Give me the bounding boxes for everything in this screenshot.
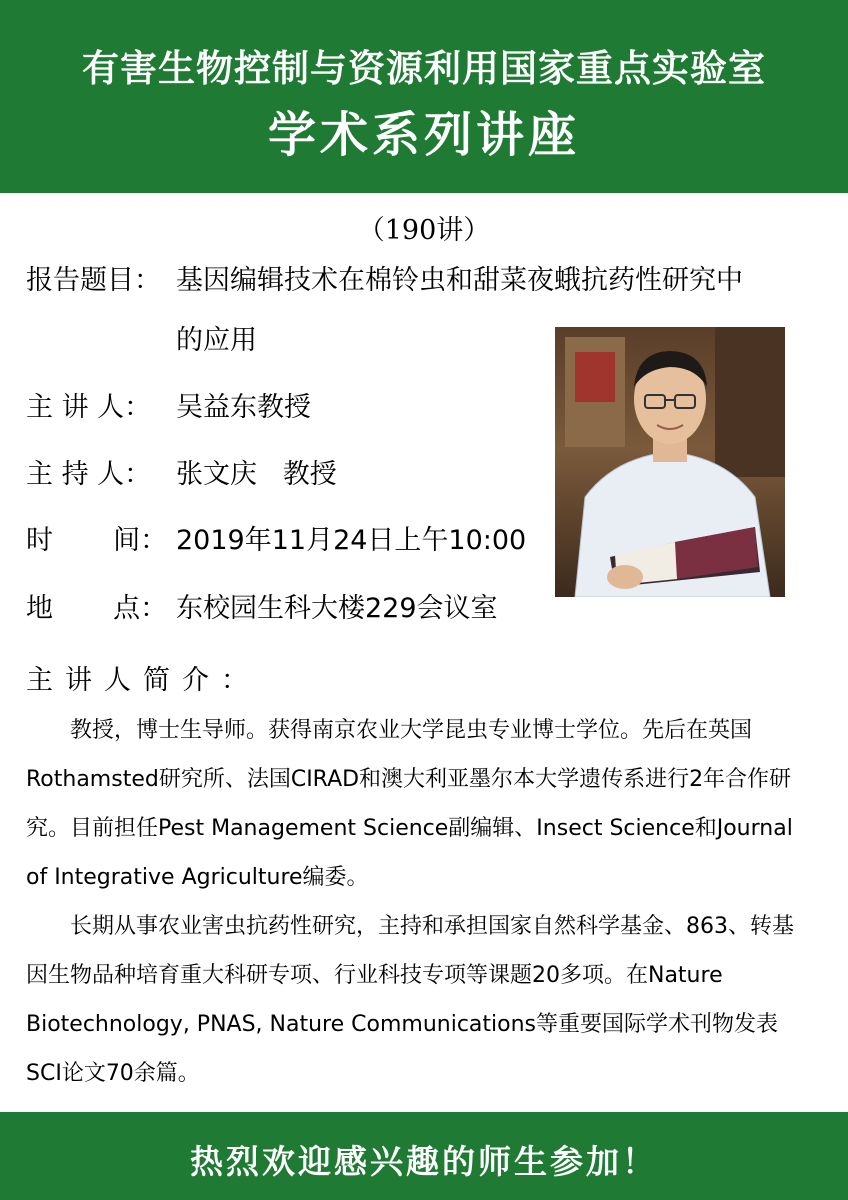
title-value-continued: 的应用 [176, 325, 257, 356]
location-label: 地 点： [26, 593, 168, 624]
speaker-value: 吴益东教授 [176, 392, 311, 423]
host-value: 张文庆 教授 [176, 459, 337, 490]
time-label: 时 间： [26, 525, 168, 556]
title-row [26, 258, 743, 297]
title-label: 报告题目： [26, 265, 161, 296]
host-row [26, 452, 337, 491]
header-banner [0, 0, 848, 193]
bio-paragraph-2: 长期从事农业害虫抗药性研究，主持和承担国家自然科学基金、863、转基因生物品种培育重大科研专项、行业科技专项等课题20多项。在Nature Biotechnology, PNAS, Nature Communications等重要国际学术刊物发表SCI论文70余篇。 [26, 914, 794, 1086]
title-value: 基因编辑技术在棉铃虫和甜菜夜蛾抗药性研究中 [176, 265, 743, 296]
lecture-number: （190讲） [357, 215, 491, 246]
location-value: 东校园生科大楼229会议室 [176, 593, 498, 624]
footer-banner [0, 1112, 848, 1200]
time-value: 2019年11月24日上午10:00 [176, 525, 527, 556]
location-row [26, 586, 498, 625]
time-row [26, 518, 526, 557]
speaker-photo [555, 327, 785, 597]
speaker-label: 主 讲 人： [26, 392, 152, 423]
bio-paragraph-1: 教授，博士生导师。获得南京农业大学昆虫专业博士学位。先后在英国Rothamsted研究所、法国CIRAD和澳大利亚墨尔本大学遗传系进行2年合作研究。目前担任Pest Management Science副编辑、Insect Science和Journal of Integrative Agriculture编委。 [26, 718, 793, 890]
bio-heading: 主讲人简介： [26, 665, 260, 696]
lab-name: 有害生物控制与资源利用国家重点实验室 [82, 47, 766, 90]
series-title: 学术系列讲座 [267, 107, 580, 163]
welcome-text: 热烈欢迎感兴趣的师生参加！ [190, 1142, 658, 1181]
speaker-row [26, 385, 311, 424]
host-label: 主 持 人： [26, 459, 152, 490]
